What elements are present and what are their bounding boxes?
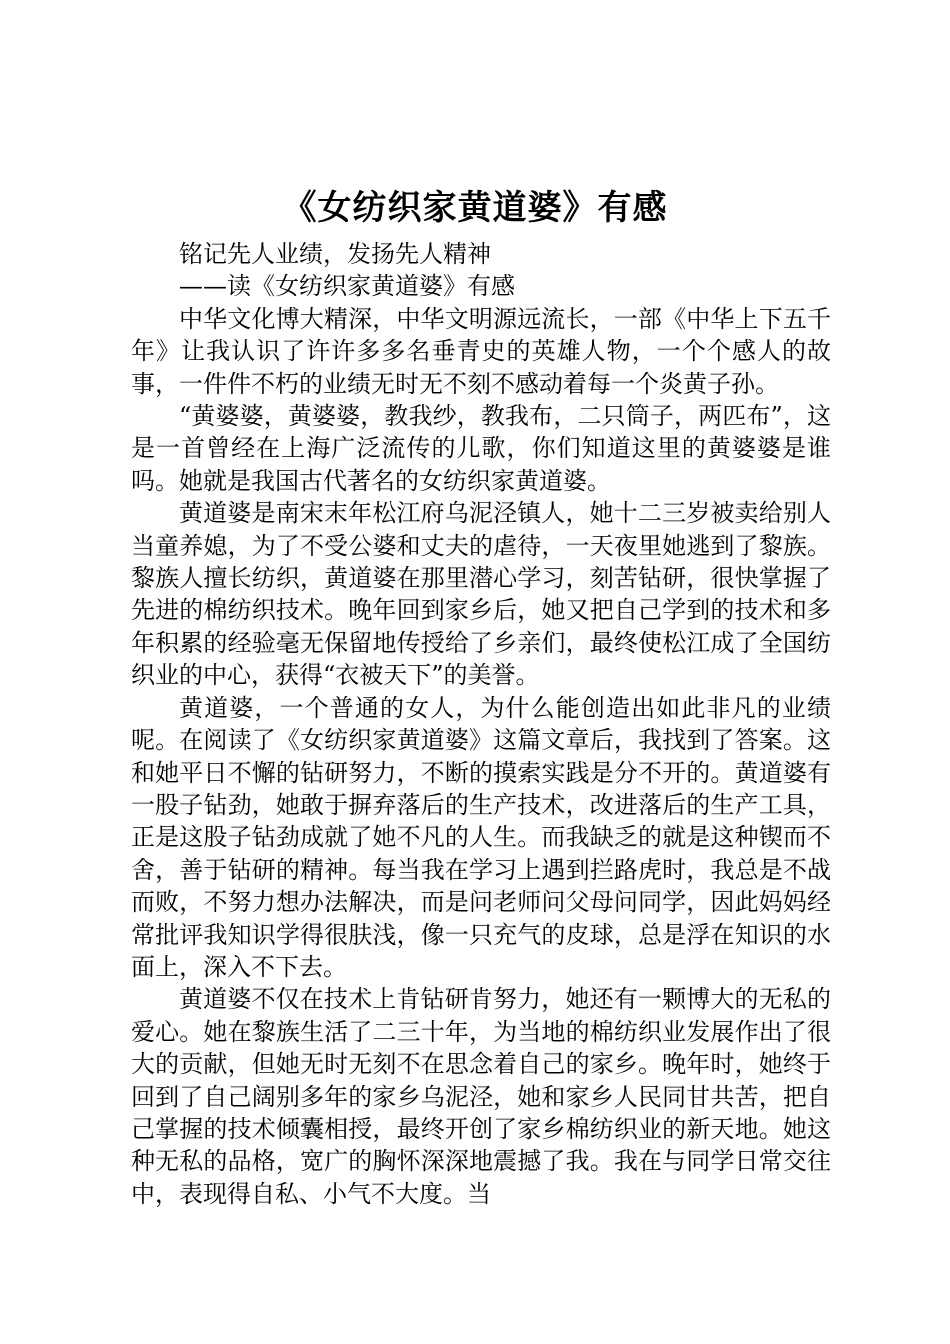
subtitle-line-1: 铭记先人业绩，发扬先人精神 xyxy=(179,240,491,268)
subtitle-line-2: ——读《女纺织家黄道婆》有感 xyxy=(179,272,515,301)
paragraph-2: “黄婆婆，黄婆婆，教我纱，教我布，二只筒子，两匹布”，这是一首曾经在上海广泛流传的儿歌，你们知道这里的黄婆婆是谁吗。她就是我国古代著名的女纺织家黄道婆。 xyxy=(131,402,831,495)
paragraph-1: 中华文化博大精深，中华文明源远流长，一部《中华上下五千年》让我认识了许许多多名垂青史的英雄人物，一个个感人的故事，一件件不朽的业绩无时无不刻不感动着每一个炎黄子孙。 xyxy=(131,304,831,398)
paragraph-5: 黄道婆不仅在技术上肯钻研肯努力，她还有一颗博大的无私的爱心。她在黎族生活了二三十年，为当地的棉纺织业发展作出了很大的贡献，但她无时无刻不在思念着自己的家乡。晚年时，她终于回到了自己阔别多年的家乡乌泥泾，她和家乡人民同甘共苦，把自己掌握的技术倾囊相授，最终开创了家乡棉纺织业的新天地。她这种无私的品格，宽广的胸怀深深地震撼了我。我在与同学日常交往中，表现得自私、小气不大度。当 xyxy=(131,985,831,1208)
document-title: 《女纺织家黄道婆》有感 xyxy=(282,188,668,228)
paragraph-4: 黄道婆，一个普通的女人，为什么能创造出如此非凡的业绩呢。在阅读了《女纺织家黄道婆》这篇文章后，我找到了答案。这和她平日不懈的钻研努力，不断的摸索实践是分不开的。黄道婆有一股子钻劲，她敢于摒弃落后的生产技术，改进落后的生产工具，正是这股子钻劲成就了她不凡的人生。而我缺乏的就是这种锲而不舍，善于钻研的精神。每当我在学习上遇到拦路虎时，我总是不战而败，不努力想办法解决，而是问老师问父母问同学，因此妈妈经常批评我知识学得很肤浅，像一只充气的皮球，总是浮在知识的水面上，深入不下去。 xyxy=(131,693,831,981)
paragraph-3: 黄道婆是南宋末年松江府乌泥泾镇人，她十二三岁被卖给别人当童养媳，为了不受公婆和丈夫的虐待，一天夜里她逃到了黎族。黎族人擅长纺织，黄道婆在那里潜心学习，刻苦钻研，很快掌握了先进的棉纺织技术。晚年回到家乡后，她又把自己学到的技术和多年积累的经验毫无保留地传授给了乡亲们，最终使松江成了全国纺织业的中心，获得“衣被天下”的美誉。 xyxy=(131,499,831,690)
document-body xyxy=(131,238,831,1210)
